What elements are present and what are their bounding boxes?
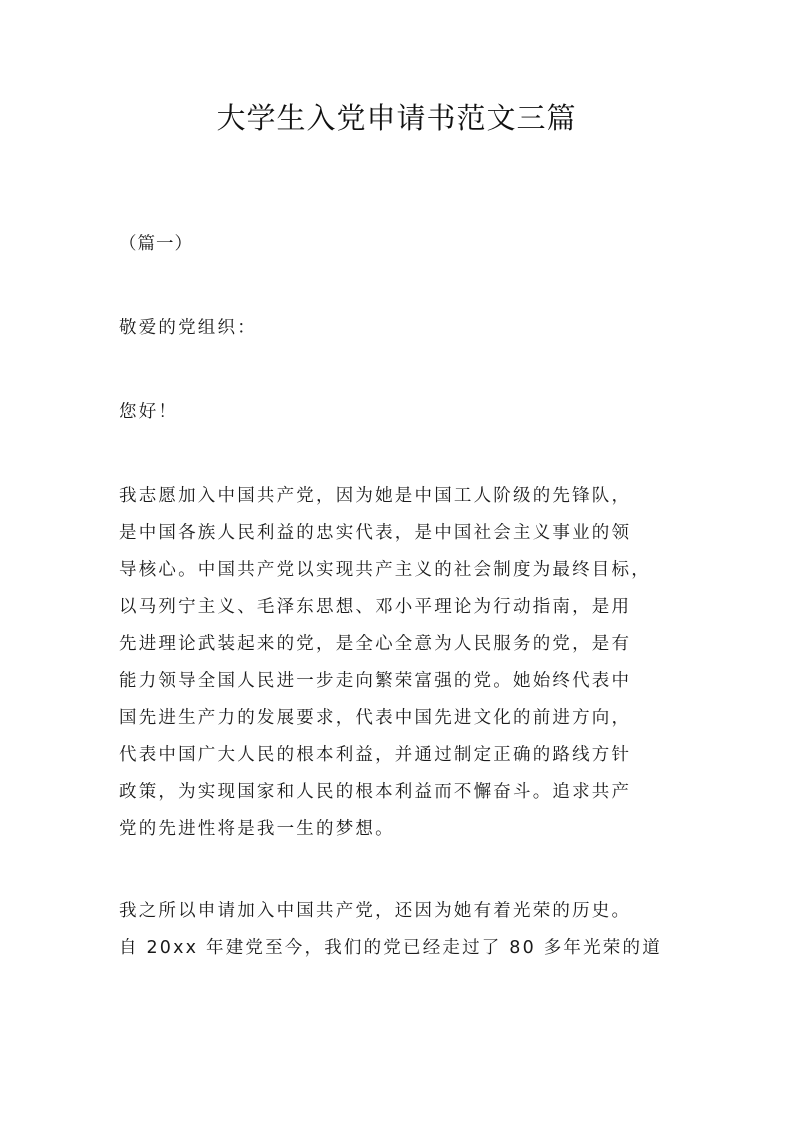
- section-label: （篇一）: [119, 234, 193, 254]
- paragraph-line: 政策，为实现国家和人民的根本利益而不懈奋斗。追求共产: [119, 782, 632, 802]
- paragraph-line: 党的先进性将是我一生的梦想。: [119, 819, 395, 839]
- paragraph-line: 我之所以申请加入中国共产党，还因为她有着光荣的历史。: [119, 901, 632, 921]
- paragraph-line: 自 20xx 年建党至今，我们的党已经走过了 80 多年光荣的道: [119, 938, 662, 958]
- paragraph-line: 导核心。中国共产党以实现共产主义的社会制度为最终目标，: [119, 560, 651, 580]
- paragraph-line: 以马列宁主义、毛泽东思想、邓小平理论为行动指南，是用: [119, 597, 632, 617]
- paragraph-line: 代表中国广大人民的根本利益，并通过制定正确的路线方针: [119, 745, 632, 765]
- salutation: 敬爱的党组织：: [119, 318, 257, 338]
- paragraph-line: 先进理论武装起来的党，是全心全意为人民服务的党，是有: [119, 634, 632, 654]
- paragraph-line: 是中国各族人民利益的忠实代表，是中国社会主义事业的领: [119, 523, 632, 543]
- paragraph-line: 能力领导全国人民进一步走向繁荣富强的党。她始终代表中: [119, 671, 632, 691]
- document-title: 大学生入党申请书范文三篇: [216, 101, 577, 135]
- greeting: 您好！: [119, 402, 179, 422]
- paragraph-line: 国先进生产力的发展要求，代表中国先进文化的前进方向，: [119, 708, 632, 728]
- paragraph-line: 我志愿加入中国共产党，因为她是中国工人阶级的先锋队，: [119, 486, 632, 506]
